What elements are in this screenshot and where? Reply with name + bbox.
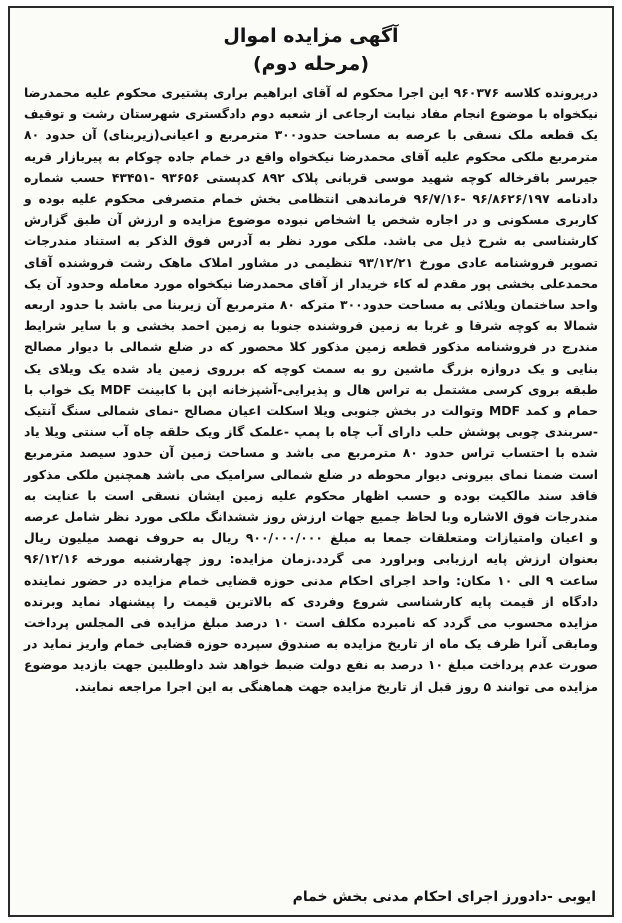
auction-notice <box>8 6 614 917</box>
notice-signature: ایوبی -دادورز اجرای احکام مدنی بخش خمام <box>292 889 596 905</box>
notice-title: آگهی مزایده اموال <box>223 25 399 47</box>
notice-body: درپرونده کلاسه ۹۶۰۳۷۶ این اجرا محکوم له آقای ابراهیم براری پشتیری محکوم علیه محمدرضا نیکخواه با موضوع انجام مفاد نیابت ارجاعی از شعبه دوم دادگستری شهرستان رشت و توقیف یک قطعه ملک نسقی با عرصه به مساحت حدود۳۰۰ مترمربع و اعیانی(زیربنای) آن حدود ۸۰ مترمربع ملکی محکوم علیه آقای محمدرضا نیکخواه واقع در خمام جاده چوکام به پیربازار قریه جیرسر باقرخاله کوچه شهید موسی قربانی پلاک ۸۹۲ کدپستی ۹۳۶۵۶ -۴۳۴۵۱ حسب شماره دادنامه ۹۶/۸۶۲۶/۱۹۷ -۹۶/۷/۱۶ فرماندهی انتظامی بخش خمام متصرفی محکوم علیه بوده و کاربری مسکونی و در اجاره شخص یا اشخاص نبوده موضوع مزایده و ارزش آن طبق گزارش کارشناسی به شرح ذیل می باشد. ملکی مورد نظر به آدرس فوق الذکر به استناد مندرجات تصویر فروشنامه عادی مورخ ۹۳/۱۲/۲۱ تنظیمی در مشاور املاک ماهک رشت فروشنده آقای محمدعلی بخشی پور مقدم له کاء خریدار از آقای محمدرضا نیکخواه مورد معامله وحدود آن یک واحد ساختمان ویلائی به مساحت حدود۳۰۰ مترکه ۸۰ مترمربع آن زیربنا می باشد با حدود اربعه شمالا به کوچه شرقا و غربا به زمین فروشنده جنوبا به زمین احمد بخشی و با سایر شرایط مندرج در فروشنامه مذکور قطعه زمین مذکور کلا محصور که در ضلع شمالی با دیوار مصالح بنایی و یک دروازه بزرگ ماشین رو به سمت کوچه که برروی زمین یاد شده یک ویلای یک طبقه بروی کرسی مشتمل به تراس هال و پذیرایی-آشپزخانه اپن با کابینت MDF یک خواب با حمام و کمد MDF وتوالت در بخش جنوبی ویلا اسکلت اعیان مصالح -نمای شمالی سنگ آنتیک -سربندی چوبی پوشش حلب دارای آب چاه با پمپ -علمک گاز ویک حلقه چاه آب سنتی ویلا یاد شده با احتساب تراس حدود ۸۰ مترمربع می باشد و مساحت زمین آن حدود سیصد مترمربع است ضمنا نمای بیرونی دیوار محوطه در ضلع شمالی سرامیک می باشد همچنین ملکی مذکور فاقد سند مالکیت بوده و حسب اظهار محکوم علیه زمین ایشان نسقی است با عنایت به مندرجات فوق الاشاره وبا لحاظ جمیع جهات ارزش روز ششدانگ ملکی مورد نظر شامل عرصه و اعیان وامتیازات ومتعلقات جمعا به مبلغ ۹۰۰/۰۰۰/۰۰۰ ریال به حروف نهصد میلیون ریال بعنوان ارزش پایه ارزیابی وبراورد می گردد.زمان مزایده: روز چهارشنبه مورخه ۹۶/۱۲/۱۶ ساعت ۹ الی ۱۰ مکان: واحد اجرای احکام مدنی حوزه قضایی خمام مزایده در حضور نماینده دادگاه از قیمت پایه کارشناسی شروع وفردی که بالاترین قیمت را پیشنهاد نماید وبرنده مزایده محسوب می گردد که نامبرده مکلف است ۱۰ درصد مبلغ مزایده فی المجلس پرداخت ومابقی آنرا ظرف یک ماه از تاریخ مزایده به صندوق سپرده حوزه قضایی خمام واریز نماید در صورت عدم پرداخت مبلغ ۱۰ درصد به نفع دولت ضبط خواهد شد داوطلبین جهت بازدید موضوع مزایده می توانند ۵ روز قبل از تاریخ مزایده جهت هماهنگی به این اجرا مراجعه نمایند. <box>24 85 599 694</box>
notice-subtitle: (مرحله دوم) <box>252 53 370 75</box>
